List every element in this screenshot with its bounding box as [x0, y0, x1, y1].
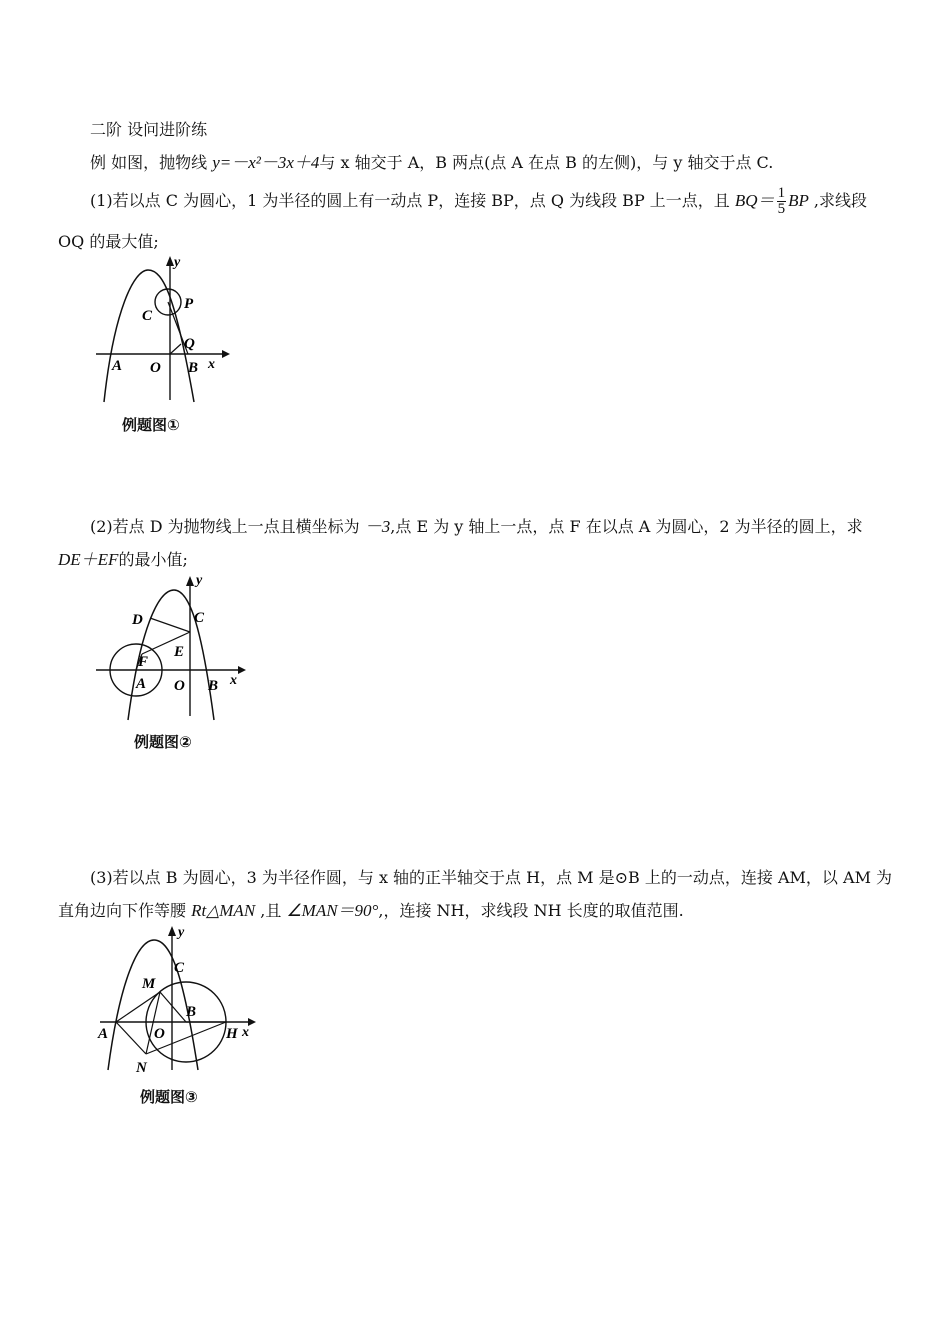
part1-question-cont: OQ 的最大值;: [58, 232, 159, 251]
part2-question: [90, 517, 863, 537]
segment-de: [150, 618, 190, 632]
fraction-numerator: 1: [777, 185, 786, 201]
part2-text-b: ,点 E 为 y 轴上一点，点 F 在以点 A 为圆心，2 为半径的圆上，求: [390, 517, 863, 536]
label-c: C: [142, 308, 153, 324]
parabola-equation: y=－x²－3x＋4: [212, 153, 320, 172]
label-o: O: [154, 1026, 165, 1042]
label-o: O: [150, 360, 161, 376]
label-m: M: [142, 976, 156, 992]
example-lead: 例 如图，抛物线: [90, 153, 213, 172]
example-statement: [90, 153, 773, 173]
label-a: A: [136, 676, 147, 692]
label-a: A: [112, 358, 123, 374]
segment-mb: [160, 992, 186, 1022]
part1-math-rhs: BP: [788, 191, 809, 210]
parabola-curve: [108, 940, 198, 1070]
label-d: D: [132, 612, 143, 628]
part1-text-b: ,求线段: [808, 191, 868, 210]
label-x: x: [242, 1025, 249, 1040]
label-x: x: [208, 357, 215, 372]
part3-math-tri: Rt△MAN: [191, 901, 256, 920]
part1-text-a: (1)若以点 C 为圆心，1 为半径的圆上有一动点 P，连接 BP，点 Q 为线段 BP 上一点，且: [90, 191, 735, 210]
label-c: C: [174, 960, 185, 976]
label-b: B: [208, 678, 219, 694]
label-f: F: [138, 654, 149, 670]
x-axis-arrow: [222, 350, 230, 358]
part3-text-d: ,，连接 NH，求线段 NH 长度的取值范围.: [378, 901, 684, 920]
figure-3-caption: 例题图③: [140, 1088, 198, 1106]
figure-2-caption: 例题图②: [134, 733, 192, 751]
label-y: y: [178, 925, 185, 940]
part3-question: (3)若以点 B 为圆心，3 为半径作圆，与 x 轴的正半轴交于点 H，点 M 是⊙B 上的一动点，连接 AM，以 AM 为: [90, 868, 893, 887]
example-tail: 与 x 轴交于 A，B 两点(点 A 在点 B 的左侧)，与 y 轴交于点 C.: [319, 153, 774, 172]
y-axis-arrow: [166, 256, 174, 266]
part1-question: [90, 186, 867, 217]
part3-math-angle: ∠MAN＝90°: [286, 901, 379, 920]
section-title: 二阶 设问进阶练: [90, 120, 208, 139]
part3-text-c: ,且: [255, 901, 287, 920]
label-b: B: [186, 1004, 197, 1020]
label-c: C: [194, 610, 205, 626]
segment-an: [116, 1022, 146, 1054]
part2-text-a: (2)若点 D 为抛物线上一点且横坐标为: [90, 517, 365, 536]
part1-math-lhs: BQ＝: [734, 191, 775, 210]
part2-text-c: 的最小值;: [118, 550, 188, 569]
label-o: O: [174, 678, 185, 694]
segment-am: [116, 992, 160, 1022]
figure-1: [90, 250, 240, 410]
label-b: B: [188, 360, 199, 376]
x-axis-arrow: [238, 666, 246, 674]
segment-oq: [170, 344, 181, 354]
label-h: H: [226, 1026, 238, 1042]
part1-fraction: [777, 186, 787, 217]
y-axis-arrow: [168, 926, 176, 936]
part3-question-cont: [58, 901, 684, 921]
y-axis-arrow: [186, 576, 194, 586]
label-x: x: [230, 673, 237, 688]
fraction-denominator: 5: [777, 201, 786, 217]
label-n: N: [136, 1060, 147, 1076]
label-q: Q: [184, 336, 195, 352]
label-a: A: [98, 1026, 109, 1042]
x-axis-arrow: [248, 1018, 256, 1026]
part2-question-cont: [58, 550, 188, 570]
label-y: y: [174, 255, 181, 270]
label-y: y: [196, 573, 203, 588]
figure-1-caption: 例题图①: [122, 416, 180, 434]
figure-2: [92, 570, 252, 730]
figure-3: [94, 920, 264, 1080]
label-p: P: [184, 296, 194, 312]
part2-math-val: －3: [364, 517, 391, 536]
part2-math-expr: DE＋EF: [58, 550, 119, 569]
part3-text-b: 直角边向下作等腰: [58, 901, 192, 920]
label-e: E: [174, 644, 185, 660]
